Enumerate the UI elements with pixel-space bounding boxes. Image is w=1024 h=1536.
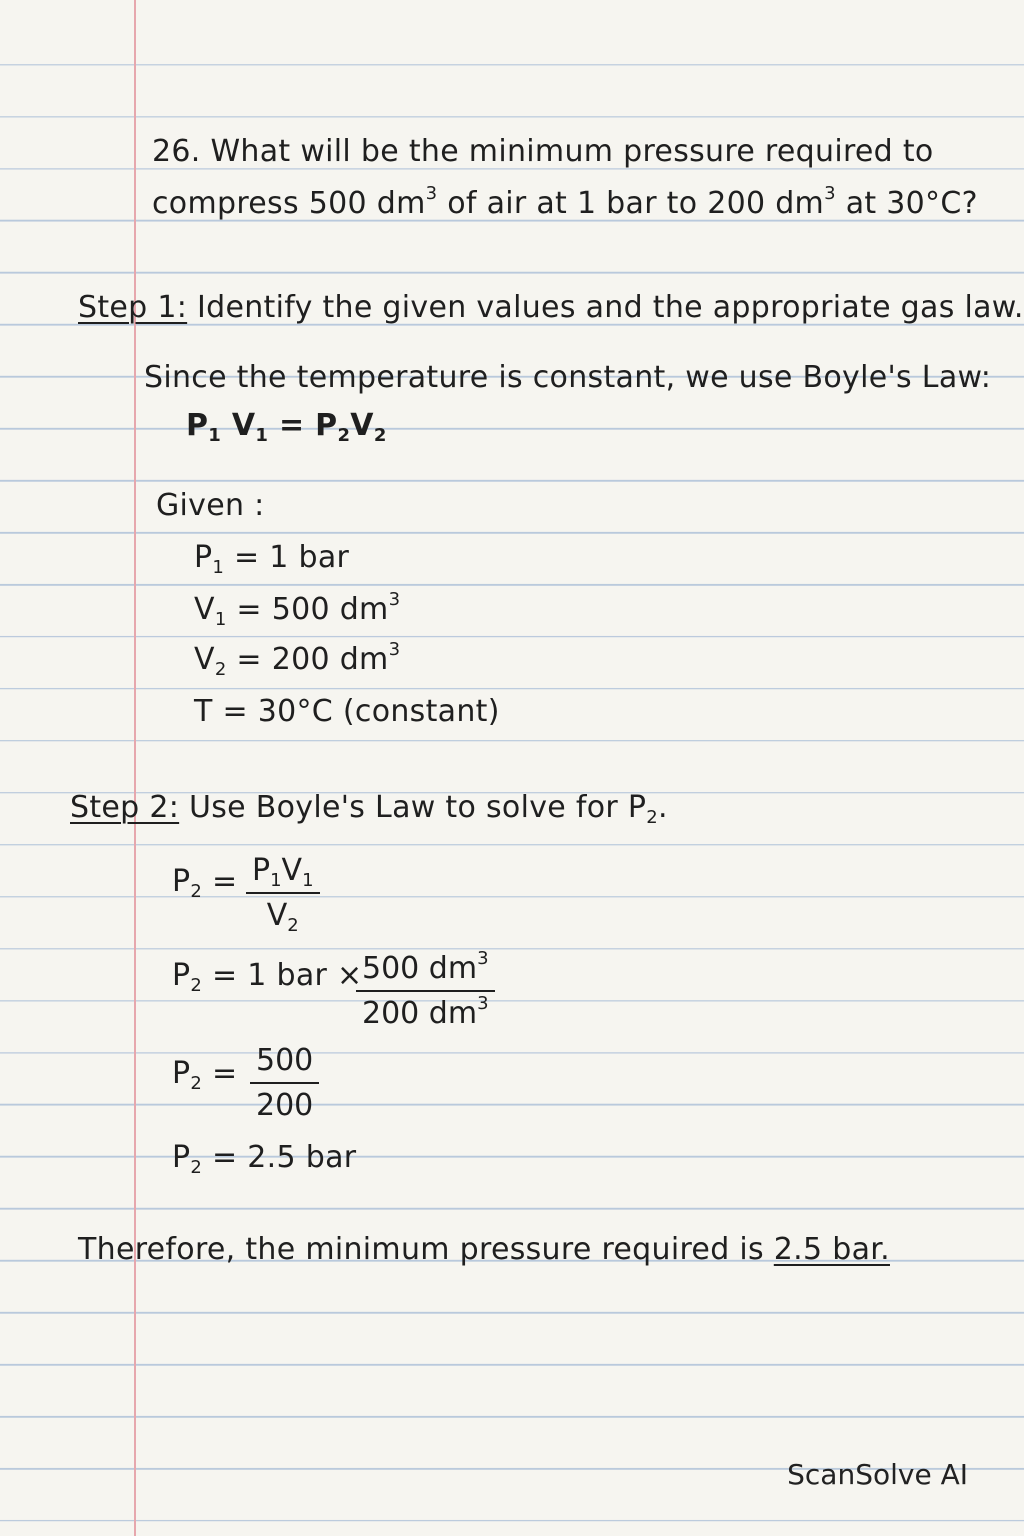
eq1-denominator: $V_2$ <box>266 898 299 936</box>
step2-label: Step 2: <box>70 790 180 825</box>
exponent: 3 <box>425 183 438 204</box>
boyles-law-equation: $P_1$ $V_1 = P_2V_2$ <box>186 408 387 446</box>
step2-heading: Step 2: Use Boyle's Law to solve for $P_2$. <box>70 790 668 828</box>
question-text-2b: of air at 1 bar to 200 dm <box>447 186 825 221</box>
given-t: T = 30°C (constant) <box>194 694 500 729</box>
step1-heading <box>78 290 1024 325</box>
eq3-lhs: $P_2$ = <box>172 1056 238 1094</box>
question-number: 26. <box>152 134 201 169</box>
conclusion <box>78 1232 890 1267</box>
step1-text: Identify the given values and the appropriate gas law. <box>196 290 1024 325</box>
eq2-lhs: $P_2 = 1$ bar × <box>172 958 363 996</box>
eq1-fraction <box>246 852 320 936</box>
eq2-denominator: 200 $dm^3$ <box>362 993 489 1031</box>
given-v2: $V_2 = 200$ $dm^3$ <box>194 639 401 680</box>
eq1-numerator: $P_1V_1$ <box>246 852 320 894</box>
eq3-denominator: 200 <box>256 1088 314 1123</box>
question-line-2 <box>152 183 978 221</box>
eq2-fraction <box>356 950 495 1034</box>
given-title: Given : <box>156 488 265 523</box>
eq1-lhs: $P_2$ = <box>172 864 238 902</box>
eq3-fraction <box>250 1042 319 1126</box>
final-answer: 2.5 bar. <box>773 1232 890 1267</box>
question-text-1: What will be the minimum pressure required to <box>210 134 934 169</box>
question-text-2a: compress 500 dm <box>152 186 426 221</box>
given-v1: $V_1 = 500$ $dm^3$ <box>194 589 401 630</box>
step2-text: Use Boyle's Law to solve for P <box>188 790 647 825</box>
conclusion-text: Therefore, the minimum pressure required is <box>78 1232 774 1267</box>
exponent: 3 <box>824 183 836 204</box>
margin-line <box>134 0 136 1536</box>
brand-watermark: ScanSolve AI <box>787 1458 968 1491</box>
question-line-1 <box>152 134 934 169</box>
step1-label: Step 1: <box>78 290 188 325</box>
eq4-result: $P_2 = 2.5$ bar <box>172 1140 357 1178</box>
eq2-numerator: 500 $dm^3$ <box>356 950 495 992</box>
given-p1: $P_1 = 1$ bar <box>194 540 350 578</box>
step1-explain: Since the temperature is constant, we use Boyle's Law: <box>144 360 992 395</box>
eq3-numerator: 500 <box>250 1042 319 1084</box>
question-text-2c: at 30°C? <box>845 186 978 221</box>
